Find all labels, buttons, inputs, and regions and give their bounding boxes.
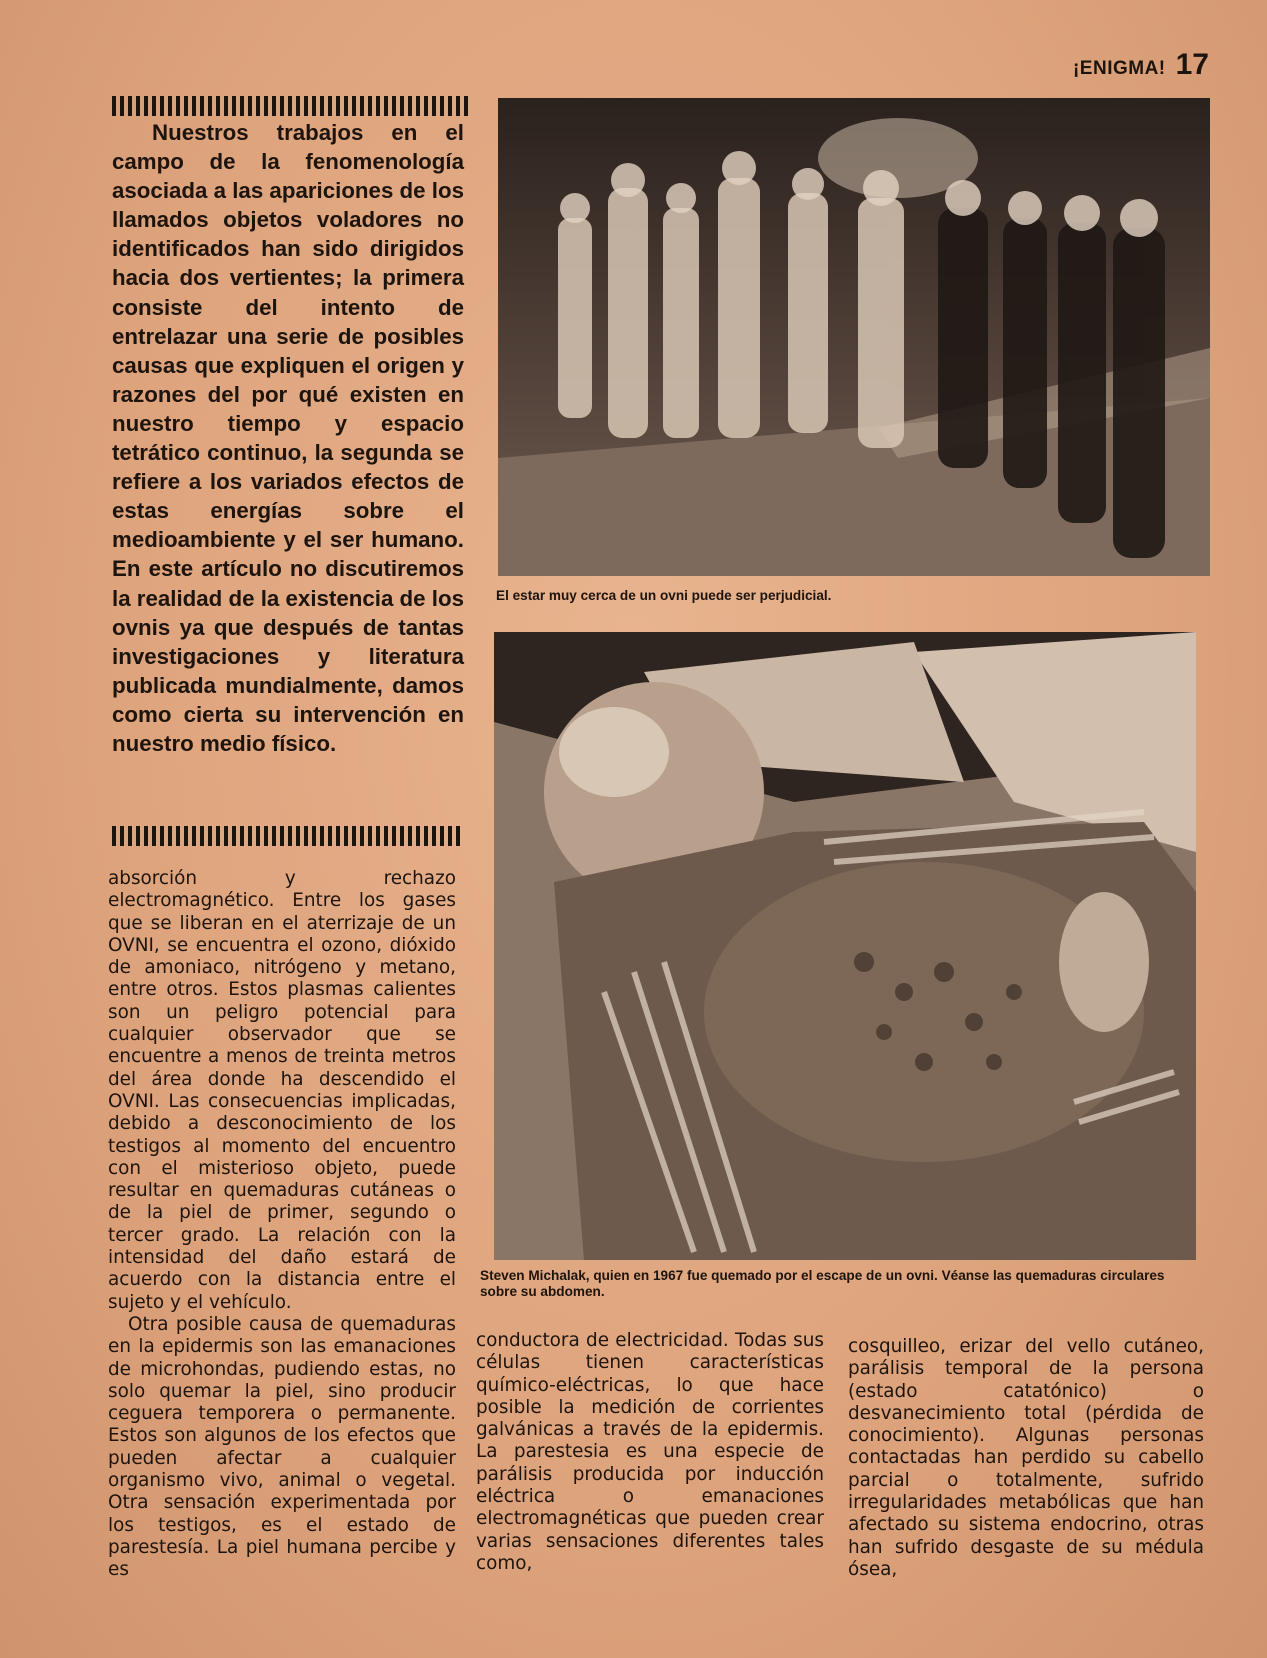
magazine-name: ¡ENIGMA!	[1072, 58, 1166, 79]
michalak-photo-caption: Steven Michalak, quien en 1967 fue quemado por el escape de un ovni. Véanse las quemaduras circulares sobre su abdomen.	[480, 1268, 1165, 1299]
article-column-3	[848, 1336, 1204, 1581]
column1-paragraph-2: Otra posible causa de quemaduras en la epidermis son las emanaciones de microhondas, pudiendo estas, no solo quemar la piel, sino producir ceguera temporera o permanente. Estos son algunos de los efectos que pueden afectar a cualquier organismo vivo, animal o vegetal. Otra sensación experimentada por los testigos, es el estado de parestesía. La piel humana percibe y es	[108, 1313, 456, 1581]
page-header	[1073, 48, 1209, 82]
crowd-photo	[498, 98, 1210, 576]
michalak-photo	[494, 632, 1196, 1260]
page-number: 17	[1175, 48, 1209, 81]
article-column-2	[476, 1330, 824, 1575]
intro-paragraph: Nuestros trabajos en el campo de la fenomenología asociada a las apariciones de los llamados objetos voladores no identificados han sido dirigidos hacia dos vertientes; la primera consiste del intento de entrelazar una serie de posibles causas que expliquen el origen y razones del por qué existen en nuestro tiempo y espacio tetrático continuo, la segunda se refiere a los variados efectos de estas energías sobre el medioambiente y el ser humano. En este artículo no discutiremos la realidad de la existencia de los ovnis ya que después de tantas investigaciones y literatura publicada mundialmente, damos como cierta su intervención en nuestro medio físico.	[112, 120, 464, 756]
bottom-decorative-bar	[112, 826, 462, 846]
column3-paragraph: cosquilleo, erizar del vello cutáneo, parálisis temporal de la persona (estado catatónico) o desvanecimiento total (pérdida de conocimiento). Algunas personas contactadas han perdido su cabello parcial o totalmente, sufrido irregularidades metabólicas que han afectado su sistema endocrino, otras han sufrido desgaste de su médula ósea,	[848, 1336, 1204, 1580]
column1-paragraph-1: absorción y rechazo electromagnético. Entre los gases que se liberan en el aterrizaje de un OVNI, se encuentra el ozono, dióxido de amoniaco, nitrógeno y metano, entre otros. Estos plasmas calientes son un peligro potencial para cualquier observador que se encuentre a menos de treinta metros del área donde ha descendido el OVNI. Las consecuencias implicadas, debido a desconocimiento de los testigos al momento del encuentro con el misterioso objeto, puede resultar en quemaduras cutáneas o de la piel de primer, segundo o tercer grado. La relación con la intensidad del daño estará de acuerdo con la distancia entre el sujeto y el vehículo.	[108, 868, 456, 1313]
article-column-1	[108, 868, 456, 1582]
top-decorative-bar	[112, 96, 472, 116]
crowd-photo-caption: El estar muy cerca de un ovni puede ser perjudicial.	[496, 588, 832, 603]
column2-paragraph: conductora de electricidad. Todas sus células tienen características químico-eléctricas, lo que hace posible la medición de corrientes galvánicas a través de la epidermis. La parestesia es una especie de parálisis producida por inducción eléctrica o emanaciones electromagnéticas que pueden crear varias sensaciones diferentes tales como,	[476, 1330, 824, 1574]
